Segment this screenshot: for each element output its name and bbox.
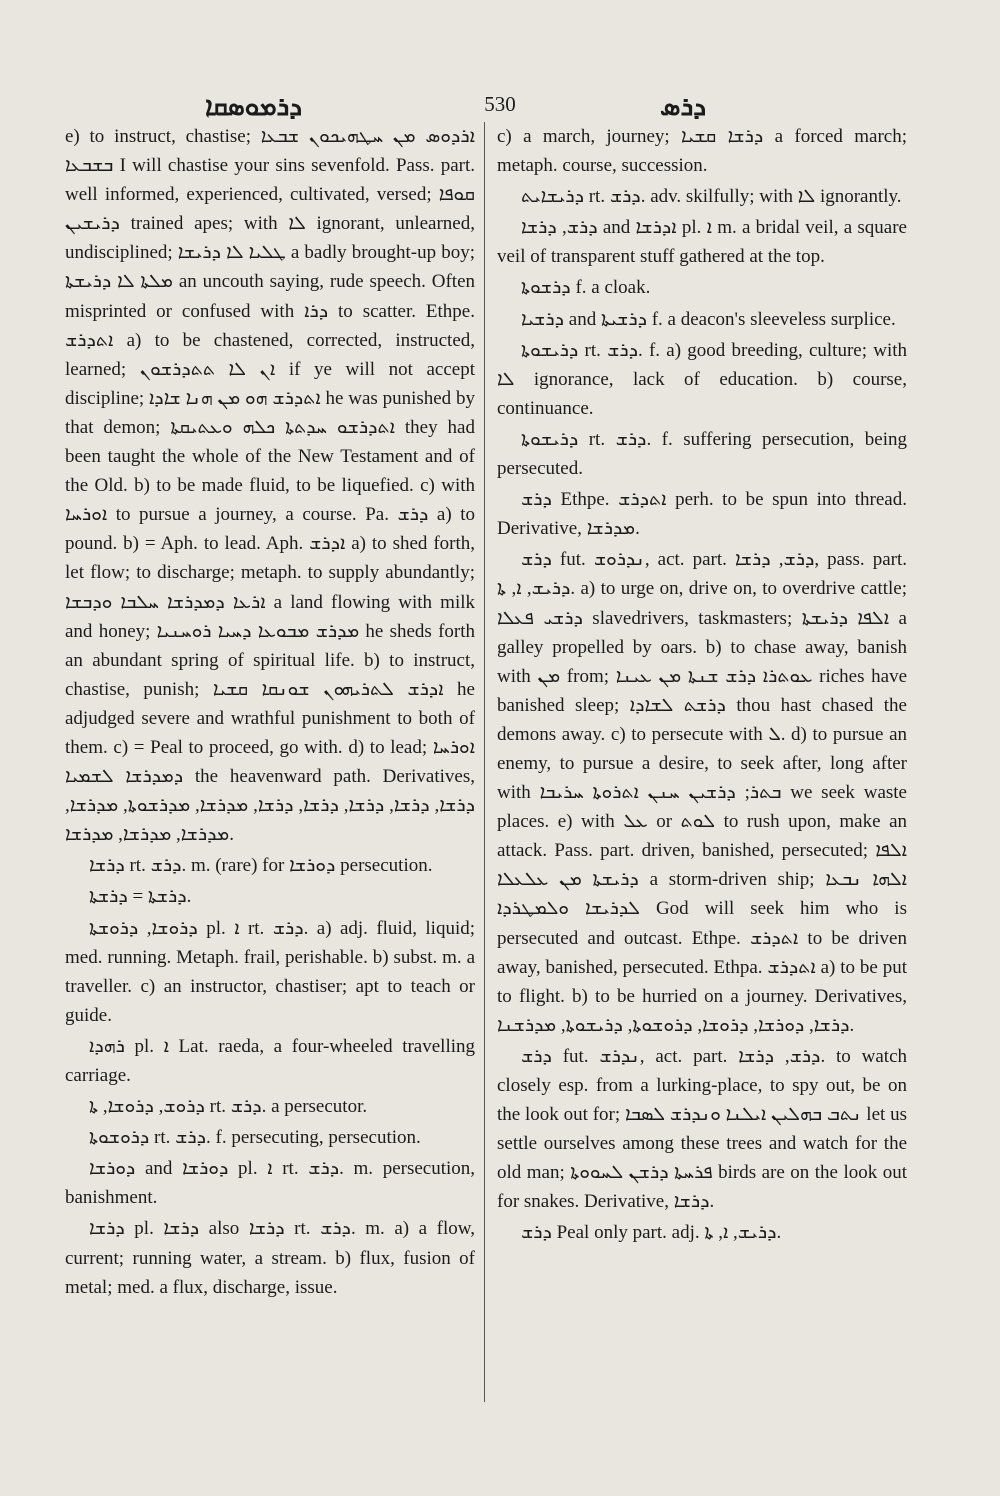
running-head-right: ܕܪܣ: [660, 92, 707, 121]
column-divider: [484, 122, 485, 1402]
right-column: [497, 122, 907, 1250]
dictionary-entry: ܕܘܪܫܐ and ܕܘܪܫܐ pl. ܐ rt. ܕܪܫ. m. persecution, banishment.: [65, 1158, 476, 1209]
running-head-left: ܕܪܡܘܣܩܐ: [205, 92, 303, 121]
page-number: 530: [484, 92, 516, 116]
dictionary-entry: e) to instruct, chastise; ܐܪܕܘܣ ܡܢ ܚܛܗܝܟܘܢ ܫܒܥܐ ܒܫܒܥܐ I will chastise your sins sevenfold. Pass. part. well informed, experienced, cultivated, versed; ܩܘܦܐ ܕܪܝܫܝܢ trained apes; with ܠܐ ignorant, unlearned, undisciplined; ܛܠܝܐ ܠܐ ܕܪܝܫܐ a badly brought-up boy; ܡܠܬܐ ܠܐ ܕܪܝܫܬܐ an uncouth saying, rude speech. Often misprinted or confused with ܕܪܐ to scatter. Ethpe. ܐܬܕܪܫ a) to be chastened, corrected, instructed, learned; ܐܢ ܠܐ ܬܬܕܪܫܘܢ if ye will not accept discipline; ܐܬܕܪܫ ܗܘ ܡܢ ܗܢܐ ܫܐܕܐ he was punished by that demon; ܐܬܕܪܫܘ ܚܕܬܬܐ ܟܠܗ ܘܥܬܝܩܬܐ they had been taught the whole of the New Testament and of the Old. b) to be made fluid, to be liquefied. c) with ܐܘܪܚܐ to pursue a journey, a course. Pa. ܕܪܫ a) to pound. b) = Aph. to lead. Aph. ܐܕܪܫ a) to shed forth, let flow; to discharge; metaph. to supply abundantly; ܐܪܥܐ ܕܡܕܪܫܐ ܚܠܒܐ ܘܕܒܫܐ a land flowing with milk and honey; ܡܕܪܫ ܡܒܘܥܐ ܕܚܝܐ ܪܘܚܢܝܐ he sheds forth an abundant spring of spiritual life. b) to instruct, chastise, punish; ܐܕܪܫ ܠܬܪܝܗܘܢ ܫܘܢܩܐ ܩܫܝܐ he adjudged severe and wrathful punishment to both of them. c) = Peal to proceed, go with. d) to lead; ܐܘܪܚܐ ܕܡܕܪܫܐ ܠܫܡܝܐ the heavenward path. Derivatives, ܕܪܫܐ, ܕܪܫܐ, ܕܪܫܐ, ܕܪܫܐ, ܕܪܫܐ, ܡܕܪܫܐ, ܡܕܪܫܘܬܐ, ܡܕܪܫܐ, ܡܕܪܫܐ, ܡܕܪܫܐ, ܡܕܪܫܐ.: [65, 126, 476, 846]
dictionary-entry: ܕܪܫܘܬܐ f. a cloak.: [521, 277, 651, 299]
dictionary-entry: ܕܪܫܬܐ = ܕܪܫܬܐ.: [89, 886, 192, 908]
dictionary-entry: ܕܪܘܫܘܬܐ rt. ܕܪܫ. f. persecuting, persecution.: [89, 1127, 421, 1149]
left-column: [65, 122, 475, 1304]
dictionary-entry: ܕܪܝܫܘܬܐ rt. ܕܪܫ. f. suffering persecution, being persecuted.: [497, 428, 907, 480]
dictionary-entry: ܕܪܫ Ethpe. ܐܬܕܪܫ perh. to be spun into thread. Derivative, ܡܕܪܫܐ.: [497, 489, 907, 540]
dictionary-entry: c) a march, journey; ܕܪܫܐ ܩܫܝܐ a forced march; metaph. course, succession.: [497, 126, 907, 177]
dictionary-entry: ܕܪܫ Peal only part. adj. ܕܪܝܫ, ܐ, ܬܐ.: [521, 1222, 782, 1244]
dictionary-entry: ܕܪܝܫܐܝܬ rt. ܕܪܫ. adv. skilfully; with ܠܐ ignorantly.: [521, 186, 902, 208]
dictionary-entry: ܕܪܫܐ rt. ܕܪܫ. m. (rare) for ܕܘܪܫܐ persecution.: [89, 855, 433, 877]
dictionary-entry: ܕܪܫ, ܕܪܫܐ and ܐܕܪܫܐ pl. ܐ m. a bridal veil, a square veil of transparent stuff gathered at the top.: [497, 217, 907, 268]
dictionary-entry: ܕܪܫܝܐ and ܕܪܫܝܬܐ f. a deacon's sleeveless surplice.: [521, 308, 896, 330]
dictionary-entry: ܕܪܘܫ, ܕܪܘܫܐ, ܬܐ rt. ܕܪܫ. a persecutor.: [89, 1096, 368, 1118]
dictionary-entry: ܪܗܕܐ pl. ܐ Lat. raeda, a four-wheeled travelling carriage.: [65, 1035, 476, 1086]
dictionary-entry: ܕܪܫ fut. ܢܕܪܘܫ, act. part. ܕܪܫ, ܕܪܫܐ, pass. part. ܕܪܝܫ, ܐ, ܬܐ. a) to urge on, drive on, to overdrive cattle; ܕܪܫܝ ܦܥܠܐ slavedrivers, taskmasters; ܐܠܦܐ ܕܪܝܫܬܐ a galley propelled by oars. b) to chase away, banish with ܡܢ from; ܥܘܬܪܐ ܕܪܫ ܫܢܬܐ ܡܢ ܥܝܢܐ riches have banished sleep; ܕܪܫܬ ܠܫܐܕܐ thou hast chased the demons away. c) to persecute with ܠ. d) to pursue an enemy, to pursue a desire, to seek after, long after with ܒܬܪ; ܕܪܫܝܢ ܚܢܢ ܐܬܪܘܬܐ ܚܪܝܒܐ we seek waste places. e) with ܥܠ or ܠܘܬ to rush upon, make an attack. Pass. part. driven, banished, persecuted; ܐܠܦܐ ܕܪܝܫܬܐ ܡܢ ܥܠܥܠܐ a storm-driven ship; ܐܠܗܐ ܢܒܥܐ ܠܕܪܝܫܐ ܘܠܡܛܪܕܐ God will seek him who is persecuted and outcast. Ethpe. ܐܬܕܪܫ to be driven away, banished, persecuted. Ethpa. ܐܬܕܪܫ a) to be put to flight. b) to be hurried on a journey. Derivatives, ܕܪܫܐ, ܕܘܪܫܐ, ܕܪܘܫܐ, ܕܪܘܫܘܬܐ, ܕܪܝܫܘܬܐ, ܡܕܪܫܢܐ.: [497, 549, 908, 1036]
dictionary-entry: ܕܪܫܐ pl. ܕܪܫܐ also ܕܪܫܐ rt. ܕܪܫ. m. a) a flow, current; running water, a stream. b) flux, fusion of metal; med. a flux, discharge, issue.: [65, 1218, 475, 1298]
dictionary-entry: ܕܪܫ fut. ܢܕܪܫ, act. part. ܕܪܫ, ܕܪܫܐ. to watch closely esp. from a lurking-place, to spy out, be on the look out for; ܢܬܒ ܒܗܠܝܢ ܐܝܠܢܐ ܘܢܕܪܫ ܠܣܒܐ let us settle ourselves among these trees and watch for the old man; ܦܪܚܬܐ ܕܪܫܢ ܠܚܘܘܬܐ birds are on the look out for snakes. Derivative, ܕܪܫܐ.: [497, 1045, 908, 1213]
dictionary-entry: ܕܪܘܫܐ, ܕܪܘܫܬܐ pl. ܐ rt. ܕܪܫ. a) adj. fluid, liquid; med. running. Metaph. frail, perishable. b) subst. m. a traveller. c) an instructor, chastiser; apt to teach or guide.: [65, 917, 475, 1026]
dictionary-entry: ܕܪܝܫܘܬܐ rt. ܕܪܫ. f. a) good breeding, culture; with ܠܐ ignorance, lack of education. b) course, continuance.: [497, 339, 908, 419]
